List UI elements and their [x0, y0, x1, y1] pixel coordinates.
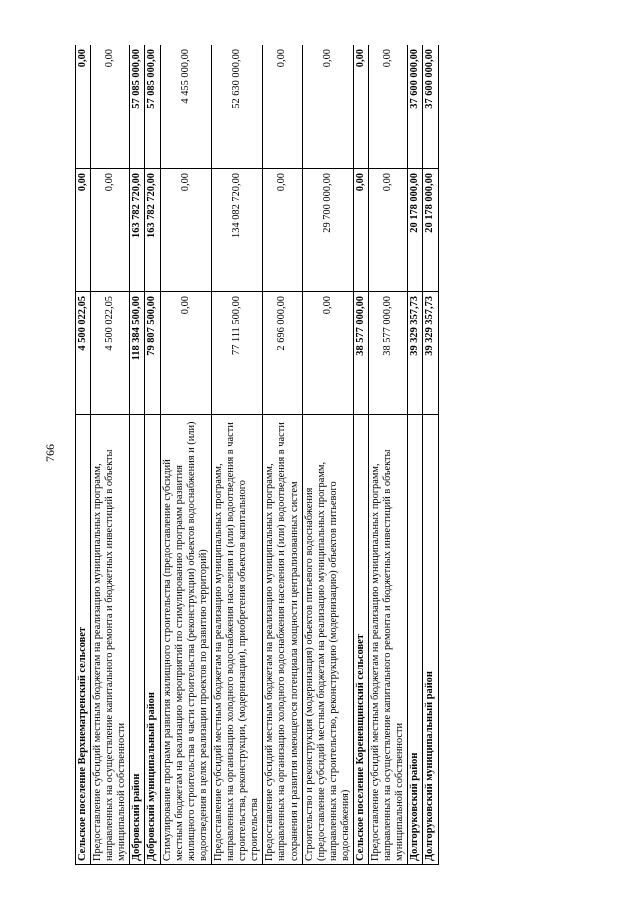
row-value-3-cell: 0,00: [302, 45, 353, 169]
row-name-cell: Предоставление субсидий местным бюджетам на реализацию муниципальных программ, направленных на организацию холодного водоснабжения населения и (или) водоотведения в части строительства, реконструкции, (модернизации), приобретения объектов капитального строительства: [211, 415, 262, 865]
row-name-cell: Сельское поселение Кореневщинский сельсовет: [353, 415, 368, 865]
page-number: 766: [43, 444, 57, 462]
row-value-2-cell: 0,00: [76, 169, 91, 292]
table-row: [211, 45, 262, 865]
row-value-3-cell: 0,00: [263, 45, 302, 169]
table-section-row: [423, 45, 438, 865]
table-row: [263, 45, 302, 865]
table-section-row: [130, 45, 145, 865]
row-value-3-cell: 0,00: [353, 45, 368, 169]
row-value-3-cell: 0,00: [91, 45, 130, 169]
row-value-2-cell: 163 782 720,00: [145, 169, 160, 292]
row-value-3-cell: 57 085 000,00: [130, 45, 145, 169]
row-value-1-cell: 38 577 000,00: [369, 292, 408, 415]
row-value-2-cell: 0,00: [160, 169, 211, 292]
row-value-1-cell: 4 500 022,05: [91, 292, 130, 415]
table-viewport: [75, 45, 565, 865]
row-value-1-cell: 39 329 357,73: [423, 292, 438, 415]
row-name-cell: Предоставление субсидий местным бюджетам на реализацию муниципальных программ, направленных на осуществление капитального ремонта и бюджетных инвестиций в объекты муниципальной собственности: [91, 415, 130, 865]
row-value-2-cell: 0,00: [263, 169, 302, 292]
row-value-1-cell: 38 577 000,00: [353, 292, 368, 415]
row-name-cell: Добровский муниципальный район: [145, 415, 160, 865]
row-value-2-cell: 20 178 000,00: [423, 169, 438, 292]
row-value-1-cell: 4 500 022,05: [76, 292, 91, 415]
table-section-row: [145, 45, 160, 865]
table-row: [160, 45, 211, 865]
budget-table: [75, 45, 439, 865]
row-value-3-cell: 0,00: [369, 45, 408, 169]
row-name-cell: Долгоруковский район: [408, 415, 423, 865]
row-value-3-cell: 4 455 000,00: [160, 45, 211, 169]
rotated-table-frame: [75, 45, 565, 865]
table-row: [302, 45, 353, 865]
row-value-1-cell: 77 111 500,00: [211, 292, 262, 415]
row-name-cell: Сельское поселение Верхнематренский сельсовет: [76, 415, 91, 865]
row-name-cell: Стимулирование программ развития жилищного строительства (предоставление субсидий местным бюджетам на реализацию мероприятий по стимулированию программ развития жилищного строительства в части строительства (реконструкции) объектов водоснабжения и (или) водоотведения в целях реализации проектов по развитию территорий): [160, 415, 211, 865]
row-value-3-cell: 37 600 000,00: [408, 45, 423, 169]
table-section-row: [76, 45, 91, 865]
table-body: [76, 45, 439, 865]
row-value-3-cell: 52 630 000,00: [211, 45, 262, 169]
row-value-2-cell: 0,00: [91, 169, 130, 292]
row-value-2-cell: 20 178 000,00: [408, 169, 423, 292]
row-value-3-cell: 57 085 000,00: [145, 45, 160, 169]
row-value-2-cell: 29 700 000,00: [302, 169, 353, 292]
row-value-2-cell: 0,00: [369, 169, 408, 292]
table-section-row: [408, 45, 423, 865]
table-row: [91, 45, 130, 865]
row-value-1-cell: 0,00: [160, 292, 211, 415]
row-value-3-cell: 0,00: [76, 45, 91, 169]
row-value-1-cell: 0,00: [302, 292, 353, 415]
table-row: [369, 45, 408, 865]
row-name-cell: Долгоруковский муниципальный район: [423, 415, 438, 865]
row-value-2-cell: 163 782 720,00: [130, 169, 145, 292]
row-name-cell: Добровский район: [130, 415, 145, 865]
row-value-1-cell: 2 696 000,00: [263, 292, 302, 415]
row-name-cell: Предоставление субсидий местным бюджетам на реализацию муниципальных программ, направленных на осуществление капитального ремонта и бюджетных инвестиций в объекты муниципальной собственности: [369, 415, 408, 865]
row-value-3-cell: 37 600 000,00: [423, 45, 438, 169]
row-value-1-cell: 79 807 500,00: [145, 292, 160, 415]
row-value-2-cell: 134 082 720,00: [211, 169, 262, 292]
row-name-cell: Предоставление субсидий местным бюджетам на реализацию муниципальных программ, направленных на организацию холодного водоснабжения населения и (или) водоотведения в части сохранения и развития имеющегося потенциала мощности централизованных систем: [263, 415, 302, 865]
row-name-cell: Строительство и реконструкция (модернизация) объектов питьевого водоснабжения (предоставление субсидий местным бюджетам на реализацию муниципальных программ, направленных на строительство, реконструкцию (модернизацию) объектов питьевого водоснабжения): [302, 415, 353, 865]
row-value-2-cell: 0,00: [353, 169, 368, 292]
row-value-1-cell: 39 329 357,73: [408, 292, 423, 415]
row-value-1-cell: 118 384 500,00: [130, 292, 145, 415]
table-section-row: [353, 45, 368, 865]
